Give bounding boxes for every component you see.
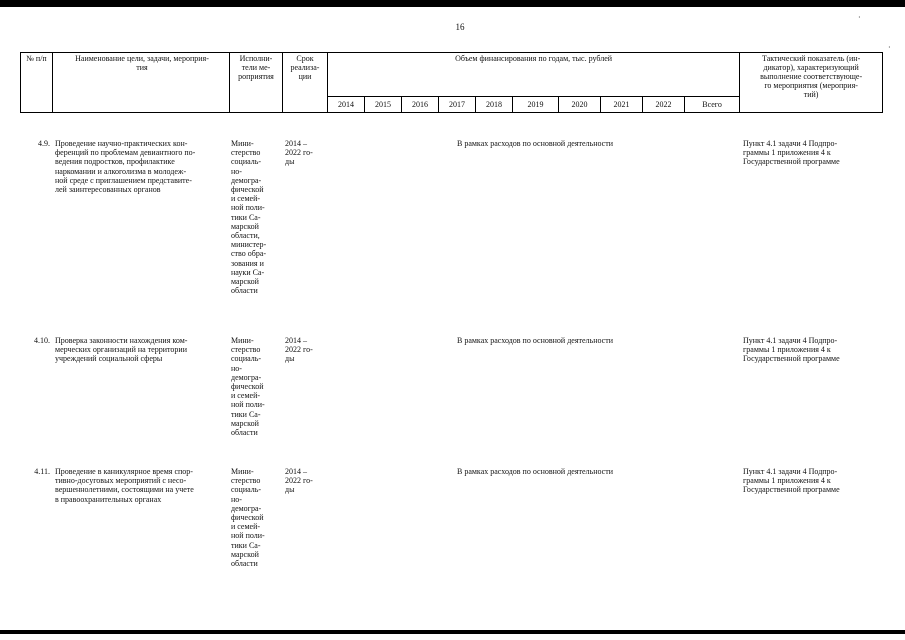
row-name: Проведение научно-практических кон- ференций по проблемам девиантного по- ведения подростков, профилактике наркомании и алкоголизма в молодеж- ной среде с приглашением представите- лей заинтересованных органов: [55, 139, 196, 195]
row-indicator: Пункт 4.1 задачи 4 Подпро- граммы 1 приложения 4 к Государственной программе: [743, 467, 840, 495]
row-indicator: Пункт 4.1 задачи 4 Подпро- граммы 1 приложения 4 к Государственной программе: [743, 336, 840, 364]
header-executor: Исполни- тели ме- роприятия: [230, 53, 283, 113]
row-term: 2014 – 2022 го- ды: [285, 139, 313, 167]
row-financing: В рамках расходов по основной деятельности: [456, 467, 614, 476]
header-name: Наименование цели, задачи, мероприя- тия: [53, 53, 230, 113]
header-indicator: Тактический показатель (ин- дикатор), характеризующий выполнение соответствующе- го мероприятия (мероприя- тий): [740, 53, 883, 113]
row-number: 4.10.: [34, 336, 50, 345]
table-header: [20, 52, 883, 113]
header-term: Срок реализа- ции: [283, 53, 328, 113]
scan-bottom-border: [0, 630, 905, 634]
page-number: 16: [455, 22, 465, 32]
header-year-2022: 2022: [643, 97, 685, 113]
row-financing: В рамках расходов по основной деятельности: [456, 139, 614, 148]
row-executor: Мини- стерство социаль- но- демогра- фической и семей- ной поли- тики Са- марской области, министер- ство обра- зования и науки Са- марской области: [231, 139, 267, 296]
header-year-2020: 2020: [559, 97, 601, 113]
header-year-2021: 2021: [601, 97, 643, 113]
header-number: № п/п: [21, 53, 53, 113]
header-year-2014: 2014: [328, 97, 365, 113]
header-financing: Объем финансирования по годам, тыс. рублей: [328, 53, 740, 97]
header-year-2019: 2019: [513, 97, 559, 113]
row-number: 4.11.: [34, 467, 50, 476]
row-number: 4.9.: [38, 139, 50, 148]
header-year-2016: 2016: [402, 97, 439, 113]
scan-top-border: [0, 0, 905, 7]
row-indicator: Пункт 4.1 задачи 4 Подпро- граммы 1 приложения 4 к Государственной программе: [743, 139, 840, 167]
scan-speck: ·: [888, 43, 891, 52]
header-year-2017: 2017: [439, 97, 476, 113]
row-name: Проверка законности нахождения ком- мерческих организаций на территории учреждений социальной сферы: [55, 336, 188, 364]
row-executor: Мини- стерство социаль- но- демогра- фической и семей- ной поли- тики Са- марской области: [231, 467, 265, 569]
row-term: 2014 – 2022 го- ды: [285, 336, 313, 364]
row-financing: В рамках расходов по основной деятельности: [456, 336, 614, 345]
header-total: Всего: [685, 97, 740, 113]
row-term: 2014 – 2022 го- ды: [285, 467, 313, 495]
header-year-2015: 2015: [365, 97, 402, 113]
row-executor: Мини- стерство социаль- но- демогра- фической и семей- ной поли- тики Са- марской области: [231, 336, 265, 438]
scan-speck: ·: [858, 13, 861, 22]
header-year-2018: 2018: [476, 97, 513, 113]
row-name: Проведение в каникулярное время спор- тивно-досуговых мероприятий с несо- вершеннолетними, состоящими на учете в правоохранительных органах: [55, 467, 194, 504]
